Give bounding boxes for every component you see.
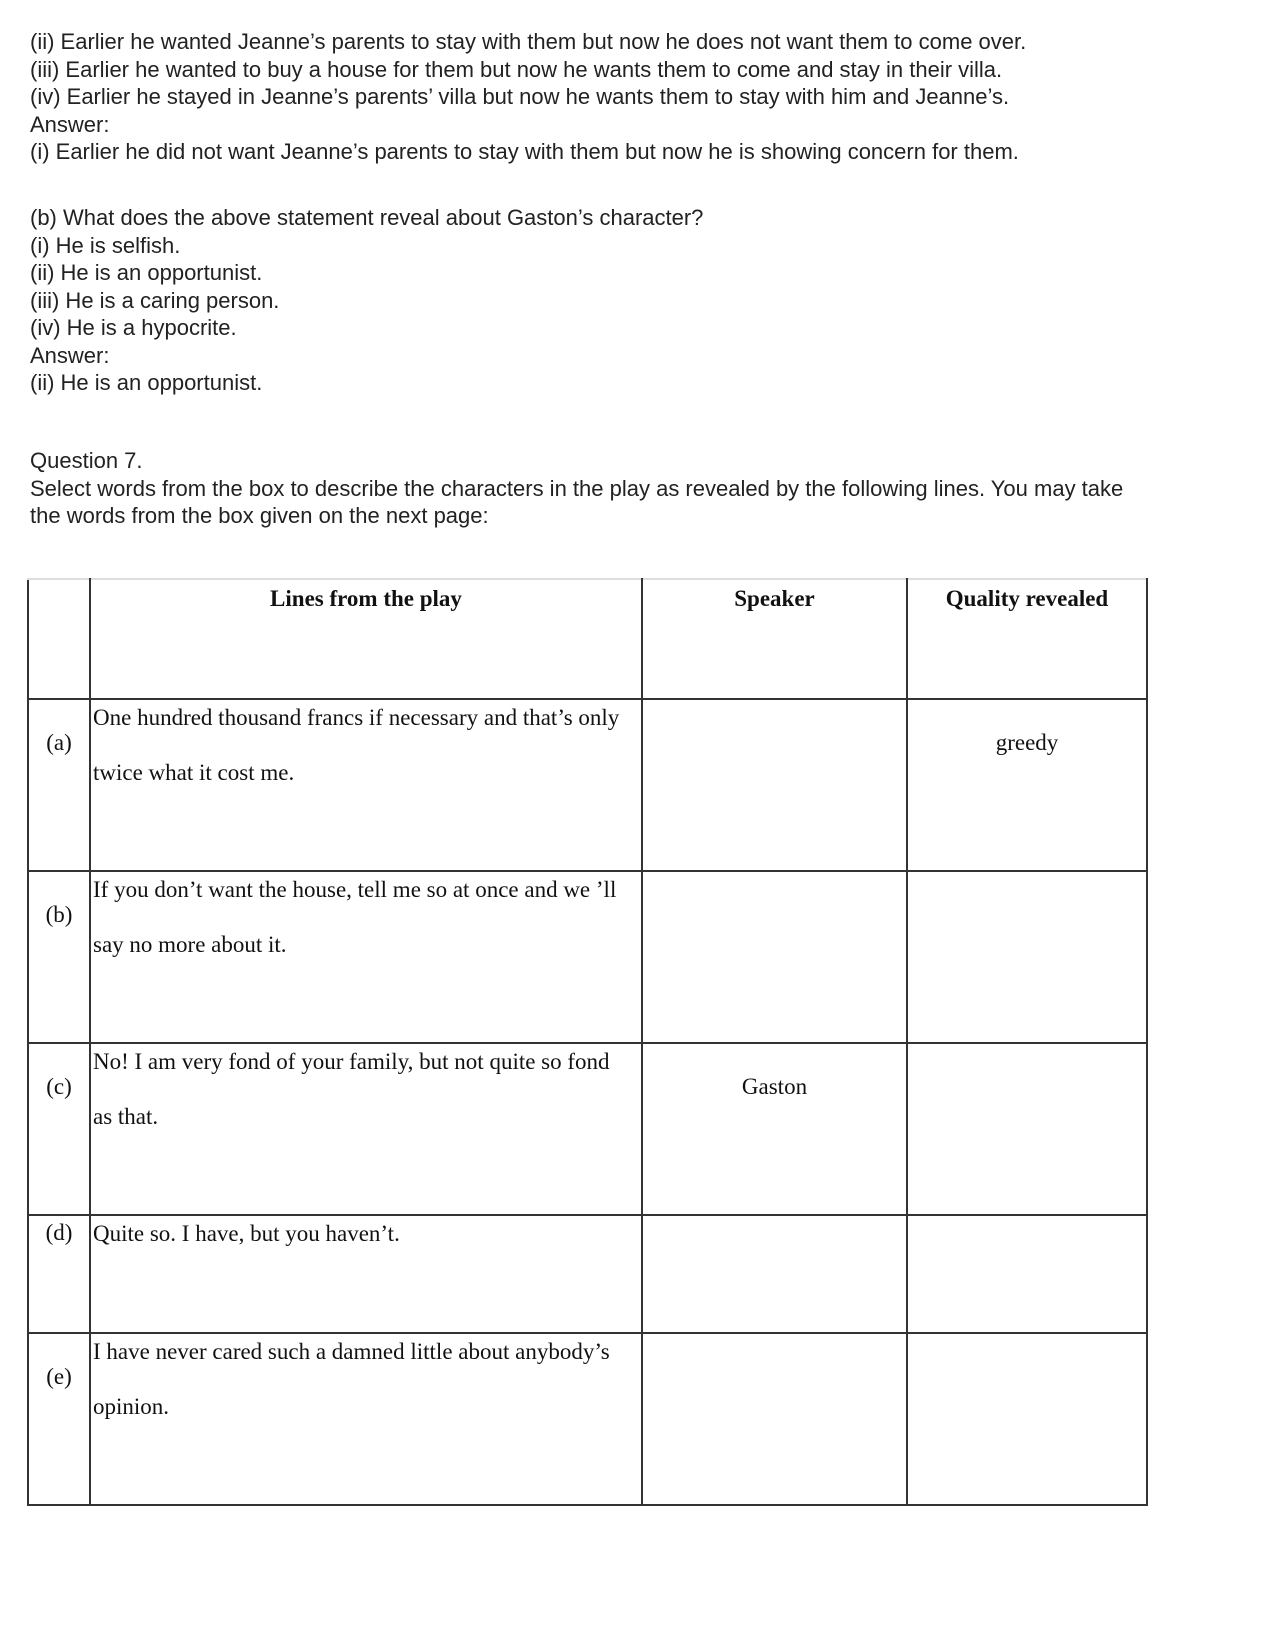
option-iv: (iv) Earlier he stayed in Jeanne’s parents’ villa but now he wants them to stay with him and Jeanne’s. bbox=[30, 84, 1010, 109]
play-line: Quite so. I have, but you haven’t. bbox=[90, 1215, 642, 1333]
row-label: (b) bbox=[28, 871, 90, 1043]
play-line: If you don’t want the house, tell me so at once and we ’ll say no more about it. bbox=[90, 871, 642, 1043]
quality-cell: greedy bbox=[907, 699, 1147, 871]
speaker-cell: Gaston bbox=[642, 1043, 907, 1215]
question-7-instruction-cont: the words from the box given on the next page: bbox=[30, 503, 489, 528]
play-line: I have never cared such a damned little about anybody’s opinion. bbox=[90, 1333, 642, 1505]
question-7-instruction: Select words from the box to describe the characters in the play as revealed by the following lines. You may take bbox=[30, 475, 1124, 501]
speaker-cell bbox=[642, 871, 907, 1043]
speaker-cell bbox=[642, 1215, 907, 1333]
previous-question-options bbox=[30, 28, 1270, 166]
answer-label: Answer: bbox=[30, 111, 110, 137]
speaker-cell bbox=[642, 1333, 907, 1505]
answer-label: Answer: bbox=[30, 342, 110, 368]
play-line: One hundred thousand francs if necessary and that’s only twice what it cost me. bbox=[90, 699, 642, 871]
table-header-row bbox=[28, 579, 1147, 699]
quality-cell bbox=[907, 1333, 1147, 1505]
quality-cell bbox=[907, 871, 1147, 1043]
character-quality-table bbox=[27, 578, 1148, 1506]
row-label: (c) bbox=[28, 1043, 90, 1215]
table-row bbox=[28, 699, 1147, 871]
option-ii: (ii) He is an opportunist. bbox=[30, 260, 263, 285]
row-label: (a) bbox=[28, 699, 90, 871]
answer-text: (i) Earlier he did not want Jeanne’s parents to stay with them but now he is showing concern for them. bbox=[30, 139, 1019, 164]
header-speaker: Speaker bbox=[642, 579, 907, 699]
question-7 bbox=[30, 447, 1270, 530]
option-i: (i) He is selfish. bbox=[30, 232, 181, 258]
table-row bbox=[28, 1043, 1147, 1215]
option-iii: (iii) He is a caring person. bbox=[30, 287, 280, 313]
table-row bbox=[28, 1333, 1147, 1505]
table-row bbox=[28, 871, 1147, 1043]
question-b bbox=[30, 204, 1270, 397]
row-label: (e) bbox=[28, 1333, 90, 1505]
row-label: (d) bbox=[28, 1215, 90, 1333]
quality-cell bbox=[907, 1215, 1147, 1333]
speaker-cell bbox=[642, 699, 907, 871]
question-7-title: Question 7. bbox=[30, 448, 143, 473]
header-lines: Lines from the play bbox=[90, 579, 642, 699]
option-iv: (iv) He is a hypocrite. bbox=[30, 315, 237, 340]
option-iii: (iii) Earlier he wanted to buy a house for them but now he wants them to come and stay in their villa. bbox=[30, 56, 1003, 82]
play-line: No! I am very fond of your family, but not quite so fond as that. bbox=[90, 1043, 642, 1215]
quality-cell bbox=[907, 1043, 1147, 1215]
option-ii: (ii) Earlier he wanted Jeanne’s parents to stay with them but now he does not want them to come over. bbox=[30, 29, 1027, 54]
table-row bbox=[28, 1215, 1147, 1333]
header-label bbox=[28, 579, 90, 699]
question-b-text: (b) What does the above statement reveal about Gaston’s character? bbox=[30, 205, 704, 230]
answer-text: (ii) He is an opportunist. bbox=[30, 370, 263, 395]
header-quality: Quality revealed bbox=[907, 579, 1147, 699]
